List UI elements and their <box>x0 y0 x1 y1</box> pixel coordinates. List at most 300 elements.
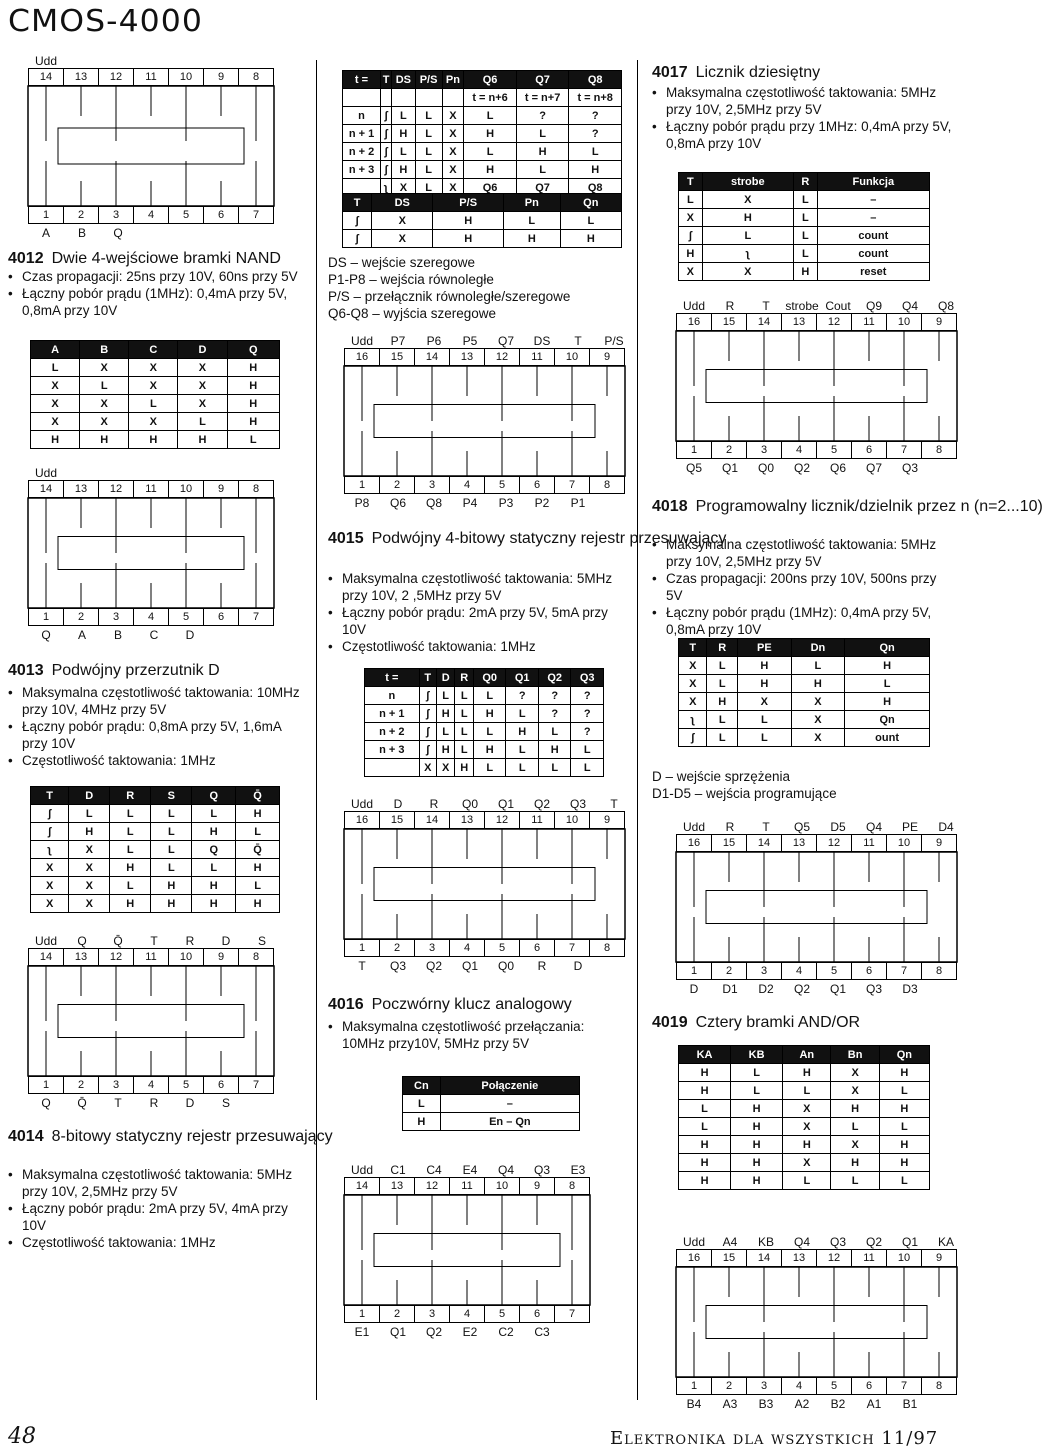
table-cell: H <box>783 1136 831 1154</box>
table-row <box>31 859 280 877</box>
table-cell: L <box>392 107 415 125</box>
table-cell: t = <box>343 71 381 89</box>
table-cell: ? <box>516 107 569 125</box>
pin-label: Q1 <box>461 959 478 973</box>
note-line: D – wejście sprzężenia <box>652 769 791 784</box>
pin-number: 14 <box>414 348 450 366</box>
pin-number: 13 <box>63 480 99 498</box>
pin-number: 10 <box>168 68 204 86</box>
chip-title <box>652 498 1043 516</box>
pin-label <box>560 1325 596 1339</box>
pin-label: Q2 <box>425 1325 442 1339</box>
pin-number: 8 <box>921 962 957 980</box>
table-row <box>31 377 280 395</box>
table-cell: L <box>506 759 538 777</box>
pin-number: 15 <box>711 1249 747 1267</box>
pin-number: 9 <box>921 313 957 331</box>
spec-list <box>328 570 628 655</box>
pin-number: 1 <box>676 441 712 459</box>
pin-number: 2 <box>379 1305 415 1323</box>
table-cell: D <box>436 669 455 687</box>
table-cell <box>381 89 392 107</box>
pin-label: R <box>537 959 547 973</box>
spec-item: • Maksymalna częstotliwość taktowania: 5MHz przy 10V, 2,5MHz przy 5V <box>652 84 952 118</box>
table-cell: X <box>442 107 464 125</box>
truth-table <box>342 193 622 248</box>
table-cell: L <box>455 723 474 741</box>
table-row <box>679 1100 930 1118</box>
spec-item: • Maksymalna częstotliwość taktowania: 10MHz przy 10V, 4MHz przy 5V <box>8 684 308 718</box>
table-cell: P/S <box>433 194 504 212</box>
pin-label: Q0 <box>497 959 514 973</box>
pin-label: B3 <box>758 1397 774 1411</box>
table-cell: Qn <box>845 711 930 729</box>
table-cell: H <box>516 143 569 161</box>
table-cell: H <box>731 1100 783 1118</box>
table-row <box>31 823 280 841</box>
table-cell: L <box>791 657 845 675</box>
table-cell: L <box>538 759 570 777</box>
table-cell: H <box>433 230 504 248</box>
pin-labels-top <box>344 334 632 348</box>
table-row <box>31 787 280 805</box>
table-cell: ʃ <box>343 230 372 248</box>
chip-title <box>8 250 281 268</box>
chip-number: 4014 <box>8 1128 44 1145</box>
pin-number: 9 <box>921 1249 957 1267</box>
table-cell: An <box>783 1046 831 1064</box>
pin-label: T <box>610 797 618 811</box>
table-cell: H <box>455 759 474 777</box>
table-cell: L <box>129 395 178 413</box>
table-row <box>679 729 930 747</box>
pin-label <box>928 461 964 475</box>
pin-label <box>172 54 208 68</box>
table-cell: R <box>794 173 818 191</box>
pin-number: 13 <box>63 948 99 966</box>
table-cell: L <box>110 805 151 823</box>
table-cell: H <box>110 859 151 877</box>
table-cell: H <box>192 877 236 895</box>
spec-list <box>8 684 308 769</box>
pin-labels-bottom <box>676 982 964 996</box>
table-cell: – <box>440 1095 579 1113</box>
pin-number: 12 <box>816 834 852 852</box>
pin-label: P1 <box>570 496 586 510</box>
table-cell: L <box>192 805 236 823</box>
chip-number: 4017 <box>652 64 688 81</box>
pin-number: 5 <box>816 962 852 980</box>
spec-item: • Częstotliwość taktowania: 1MHz <box>8 1234 308 1251</box>
table-row <box>343 194 622 212</box>
spec-item: • Częstotliwość taktowania: 1MHz <box>328 638 628 655</box>
pin-label: P8 <box>354 496 370 510</box>
pin-label <box>208 628 244 642</box>
pin-number: 8 <box>921 1377 957 1395</box>
table-cell: ʃ <box>343 212 372 230</box>
pin-number: 7 <box>886 962 922 980</box>
table-cell: H <box>738 675 792 693</box>
table-row <box>403 1113 580 1131</box>
pin-label: Q2 <box>533 797 550 811</box>
pin-label: A4 <box>722 1235 738 1249</box>
pin-number: 2 <box>711 1377 747 1395</box>
pin-number: 8 <box>589 939 625 957</box>
table-cell: Q̄ <box>236 841 280 859</box>
table-cell: L <box>455 705 474 723</box>
table-cell: – <box>817 191 929 209</box>
pin-label: P3 <box>498 496 514 510</box>
table-row <box>679 1064 930 1082</box>
pin-label: A1 <box>866 1397 882 1411</box>
table-cell: L <box>879 1118 929 1136</box>
pin-label: Q0 <box>757 461 774 475</box>
table-cell: ʃ <box>381 161 392 179</box>
pin-number: 13 <box>449 811 485 829</box>
table-cell: L <box>473 687 505 705</box>
pin-label: D5 <box>830 820 846 834</box>
table-cell: H <box>794 263 818 281</box>
spec-item: • Czas propagacji: 25ns przy 10V, 60ns przy 5V <box>8 268 308 285</box>
table-cell: X <box>738 693 792 711</box>
pins-bottom <box>28 1076 273 1094</box>
pin-number: 13 <box>449 348 485 366</box>
pin-number: 12 <box>816 313 852 331</box>
table-row <box>343 89 622 107</box>
table-cell: Q8 <box>569 71 622 89</box>
pin-label <box>172 226 208 240</box>
pin-label: Q1 <box>829 982 846 996</box>
spec-item: • Częstotliwość taktowania: 1MHz <box>8 752 308 769</box>
table-cell: T <box>679 173 703 191</box>
pin-number: 14 <box>28 68 64 86</box>
pin-number: 10 <box>554 348 590 366</box>
table-cell: X <box>791 693 845 711</box>
table-cell: ʃ <box>31 823 69 841</box>
table-cell: Q̄ <box>236 787 280 805</box>
pin-number: 5 <box>168 608 204 626</box>
pin-label: Q6 <box>829 461 846 475</box>
table-cell: X <box>372 230 433 248</box>
pin-label: Q6 <box>389 496 406 510</box>
table-row <box>679 675 930 693</box>
pin-label: Q0 <box>461 797 478 811</box>
table-cell: L <box>731 1064 783 1082</box>
table-cell: H <box>464 125 517 143</box>
table-cell: n <box>365 687 420 705</box>
pin-number: 2 <box>711 962 747 980</box>
table-cell: n <box>343 107 381 125</box>
pin-label: A3 <box>722 1397 738 1411</box>
table-row <box>679 173 930 191</box>
spec-item: • Maksymalna częstotliwość przełączania: 10MHz przy10V, 5MHz przy 5V <box>328 1018 628 1052</box>
pin-number: 9 <box>921 834 957 852</box>
pin-label: strobe <box>785 299 819 313</box>
table-cell: X <box>702 191 793 209</box>
pin-label: Q4 <box>901 299 918 313</box>
table-cell: L <box>707 711 738 729</box>
table-cell: – <box>817 209 929 227</box>
table-cell: H <box>538 741 570 759</box>
table-cell: L <box>571 759 604 777</box>
table-cell: X <box>831 1082 879 1100</box>
truth-table <box>678 172 930 281</box>
pin-label: Q3 <box>865 982 882 996</box>
spec-item: • Łączny pobór prądu: 2mA przy 5V, 5mA przy 10V <box>328 604 628 638</box>
table-cell: X <box>783 1118 831 1136</box>
pin-number: 11 <box>519 811 555 829</box>
table-cell: L <box>192 859 236 877</box>
table-cell: L <box>436 723 455 741</box>
pins-bottom <box>344 1305 589 1323</box>
pin-label <box>244 466 280 480</box>
table-cell: Q1 <box>506 669 538 687</box>
pin-label: R <box>429 797 439 811</box>
table-row <box>31 359 280 377</box>
truth-table <box>402 1076 580 1131</box>
pins-top <box>676 313 956 331</box>
table-row <box>31 805 280 823</box>
table-row <box>31 877 280 895</box>
spec-list <box>652 536 952 638</box>
pin-number: 10 <box>554 811 590 829</box>
pin-label: Udd <box>34 466 57 480</box>
table-cell: L <box>151 841 192 859</box>
pin-number: 6 <box>851 441 887 459</box>
pin-number: 9 <box>203 68 239 86</box>
table-row <box>343 125 622 143</box>
truth-table <box>30 340 280 449</box>
table-cell: L <box>831 1118 879 1136</box>
pin-label <box>100 466 136 480</box>
table-cell: H <box>831 1154 879 1172</box>
chip-description: Licznik dziesiętny <box>695 64 821 81</box>
table-cell: H <box>783 1064 831 1082</box>
table-cell: X <box>80 359 129 377</box>
table-cell: L <box>707 675 738 693</box>
pin-label: Udd <box>34 54 57 68</box>
chip-description: Podwójny przerzutnik D <box>51 662 220 679</box>
pin-label <box>208 466 244 480</box>
spec-list <box>328 1018 628 1052</box>
pin-number: 12 <box>98 480 134 498</box>
pin-label: D <box>221 934 231 948</box>
table-cell: H <box>236 895 280 913</box>
table-row <box>365 687 604 705</box>
table-cell: L <box>794 209 818 227</box>
table-cell: H <box>236 859 280 877</box>
pin-label <box>208 54 244 68</box>
chip-description: Dwie 4-wejściowe bramki NAND <box>51 250 281 267</box>
table-cell: X <box>80 395 129 413</box>
pin-label: P/S <box>604 334 624 348</box>
truth-table <box>678 1045 930 1190</box>
pin-number: 8 <box>238 480 274 498</box>
table-cell: L <box>702 227 793 245</box>
spec-item: • Łączny pobór prądu (1MHz): 0,4mA przy 5V, 0,8mA przy 10V <box>652 604 952 638</box>
table-cell: H <box>464 161 517 179</box>
pin-label <box>136 226 172 240</box>
table-row <box>31 841 280 859</box>
page-number: 48 <box>8 1424 36 1449</box>
chip-number: 4019 <box>652 1014 688 1031</box>
table-cell: P/S <box>415 71 442 89</box>
table-row <box>31 413 280 431</box>
table-cell: H <box>227 413 280 431</box>
table-cell: H <box>110 895 151 913</box>
table-cell: H <box>473 741 505 759</box>
pin-label: P6 <box>426 334 442 348</box>
table-cell: Funkcja <box>817 173 929 191</box>
pins-top <box>344 1177 589 1195</box>
table-cell: L <box>516 125 569 143</box>
pins-bottom <box>344 476 624 494</box>
pin-number: 11 <box>133 948 169 966</box>
table-row <box>343 107 622 125</box>
table-cell: L <box>415 107 442 125</box>
table-cell: L <box>738 729 792 747</box>
table-cell: DS <box>372 194 433 212</box>
pin-number: 3 <box>414 1305 450 1323</box>
table-cell: L <box>403 1095 441 1113</box>
table-cell: ʅ <box>679 711 707 729</box>
table-cell: Q0 <box>473 669 505 687</box>
pin-number: 8 <box>589 476 625 494</box>
table-cell: L <box>560 212 621 230</box>
table-cell: t = <box>365 669 420 687</box>
pin-number: 2 <box>63 1076 99 1094</box>
pin-label: P7 <box>390 334 406 348</box>
pin-label: PE <box>901 820 918 834</box>
pin-label: KB <box>757 1235 774 1249</box>
pin-labels-bottom <box>28 628 280 642</box>
pin-label: D3 <box>902 982 918 996</box>
table-row <box>679 245 930 263</box>
pin-number: 12 <box>98 68 134 86</box>
table-cell: L <box>571 741 604 759</box>
table-cell: L <box>464 143 517 161</box>
table-row <box>679 1154 930 1172</box>
pin-label: S <box>221 1096 230 1110</box>
table-row <box>31 395 280 413</box>
table-cell: H <box>879 1064 929 1082</box>
table-cell: H <box>403 1113 441 1131</box>
pin-number: 4 <box>449 476 485 494</box>
table-cell: R <box>110 787 151 805</box>
pin-labels-top <box>28 934 280 948</box>
table-cell: PE <box>738 639 792 657</box>
table-cell: L <box>783 1172 831 1190</box>
table-cell: ? <box>506 687 538 705</box>
table-cell: X <box>69 877 110 895</box>
pin-number: 11 <box>133 68 169 86</box>
table-cell <box>365 759 420 777</box>
table-cell: H <box>707 693 738 711</box>
table-cell: L <box>831 1172 879 1190</box>
table-cell: L <box>506 741 538 759</box>
table-cell: H <box>433 212 504 230</box>
pin-number: 14 <box>414 811 450 829</box>
table-cell: L <box>151 823 192 841</box>
pin-label: E4 <box>462 1163 478 1177</box>
spec-item: • Maksymalna częstotliwość taktowania: 5MHz przy 10V, 2,5MHz przy 5V <box>652 536 952 570</box>
chip-description: Podwójny 4-bitowy statyczny rejestr przesuwający <box>371 530 727 547</box>
table-cell: L <box>516 161 569 179</box>
column-divider <box>316 60 317 1400</box>
pin-label: Q3 <box>533 1163 550 1177</box>
table-cell: L <box>503 212 560 230</box>
table-cell: H <box>506 723 538 741</box>
pin-labels-top <box>344 797 632 811</box>
table-cell: X <box>679 263 703 281</box>
truth-table <box>30 786 280 913</box>
pin-number: 1 <box>344 476 380 494</box>
pin-labels-top <box>344 1163 596 1177</box>
table-cell: H <box>560 230 621 248</box>
chip-title <box>652 1014 860 1032</box>
table-cell: ʃ <box>381 143 392 161</box>
pin-number: 3 <box>746 1377 782 1395</box>
table-cell: L <box>506 705 538 723</box>
table-cell: n + 1 <box>343 125 381 143</box>
table-cell: H <box>227 377 280 395</box>
table-row <box>679 1136 930 1154</box>
table-cell: L <box>879 1082 929 1100</box>
table-cell: H <box>731 1136 783 1154</box>
pin-number: 5 <box>484 939 520 957</box>
table-cell: X <box>129 359 178 377</box>
spec-item: • Łączny pobór prądu przy 1MHz: 0,4mA przy 5V, 0,8mA przy 10V <box>652 118 952 152</box>
pin-number: 2 <box>63 608 99 626</box>
table-cell: X <box>31 395 80 413</box>
table-cell: L <box>415 143 442 161</box>
table-cell: L <box>845 675 930 693</box>
pin-label: Q9 <box>865 299 882 313</box>
table-cell: L <box>794 245 818 263</box>
table-cell: H <box>80 431 129 449</box>
note-line: DS – wejście szeregowe <box>328 255 476 270</box>
table-cell: L <box>110 823 151 841</box>
table-cell: Q3 <box>571 669 604 687</box>
pin-number: 7 <box>238 608 274 626</box>
table-cell: ? <box>538 687 570 705</box>
table-cell: t = n+6 <box>464 89 517 107</box>
pin-label: D1 <box>722 982 738 996</box>
column-divider <box>637 60 638 1400</box>
pin-number: 5 <box>816 441 852 459</box>
table-cell: count <box>817 245 929 263</box>
table-row <box>679 1172 930 1190</box>
table-cell: X <box>442 143 464 161</box>
pin-number: 3 <box>414 939 450 957</box>
table-cell: ʃ <box>419 723 436 741</box>
table-row <box>343 143 622 161</box>
table-cell: ? <box>569 107 622 125</box>
table-cell: H <box>151 877 192 895</box>
spec-item: • Maksymalna częstotliwość taktowania: 5MHz przy 10V, 2,5MHz przy 5V <box>8 1166 308 1200</box>
table-row <box>31 431 280 449</box>
pin-label: D4 <box>938 820 954 834</box>
table-cell: H <box>31 431 80 449</box>
pin-label <box>596 496 632 510</box>
table-cell: L <box>151 859 192 877</box>
pin-label <box>928 982 964 996</box>
table-cell: L <box>415 125 442 143</box>
table-cell: L <box>392 143 415 161</box>
pin-number: 6 <box>519 1305 555 1323</box>
table-cell: X <box>80 413 129 431</box>
table-cell: H <box>236 805 280 823</box>
